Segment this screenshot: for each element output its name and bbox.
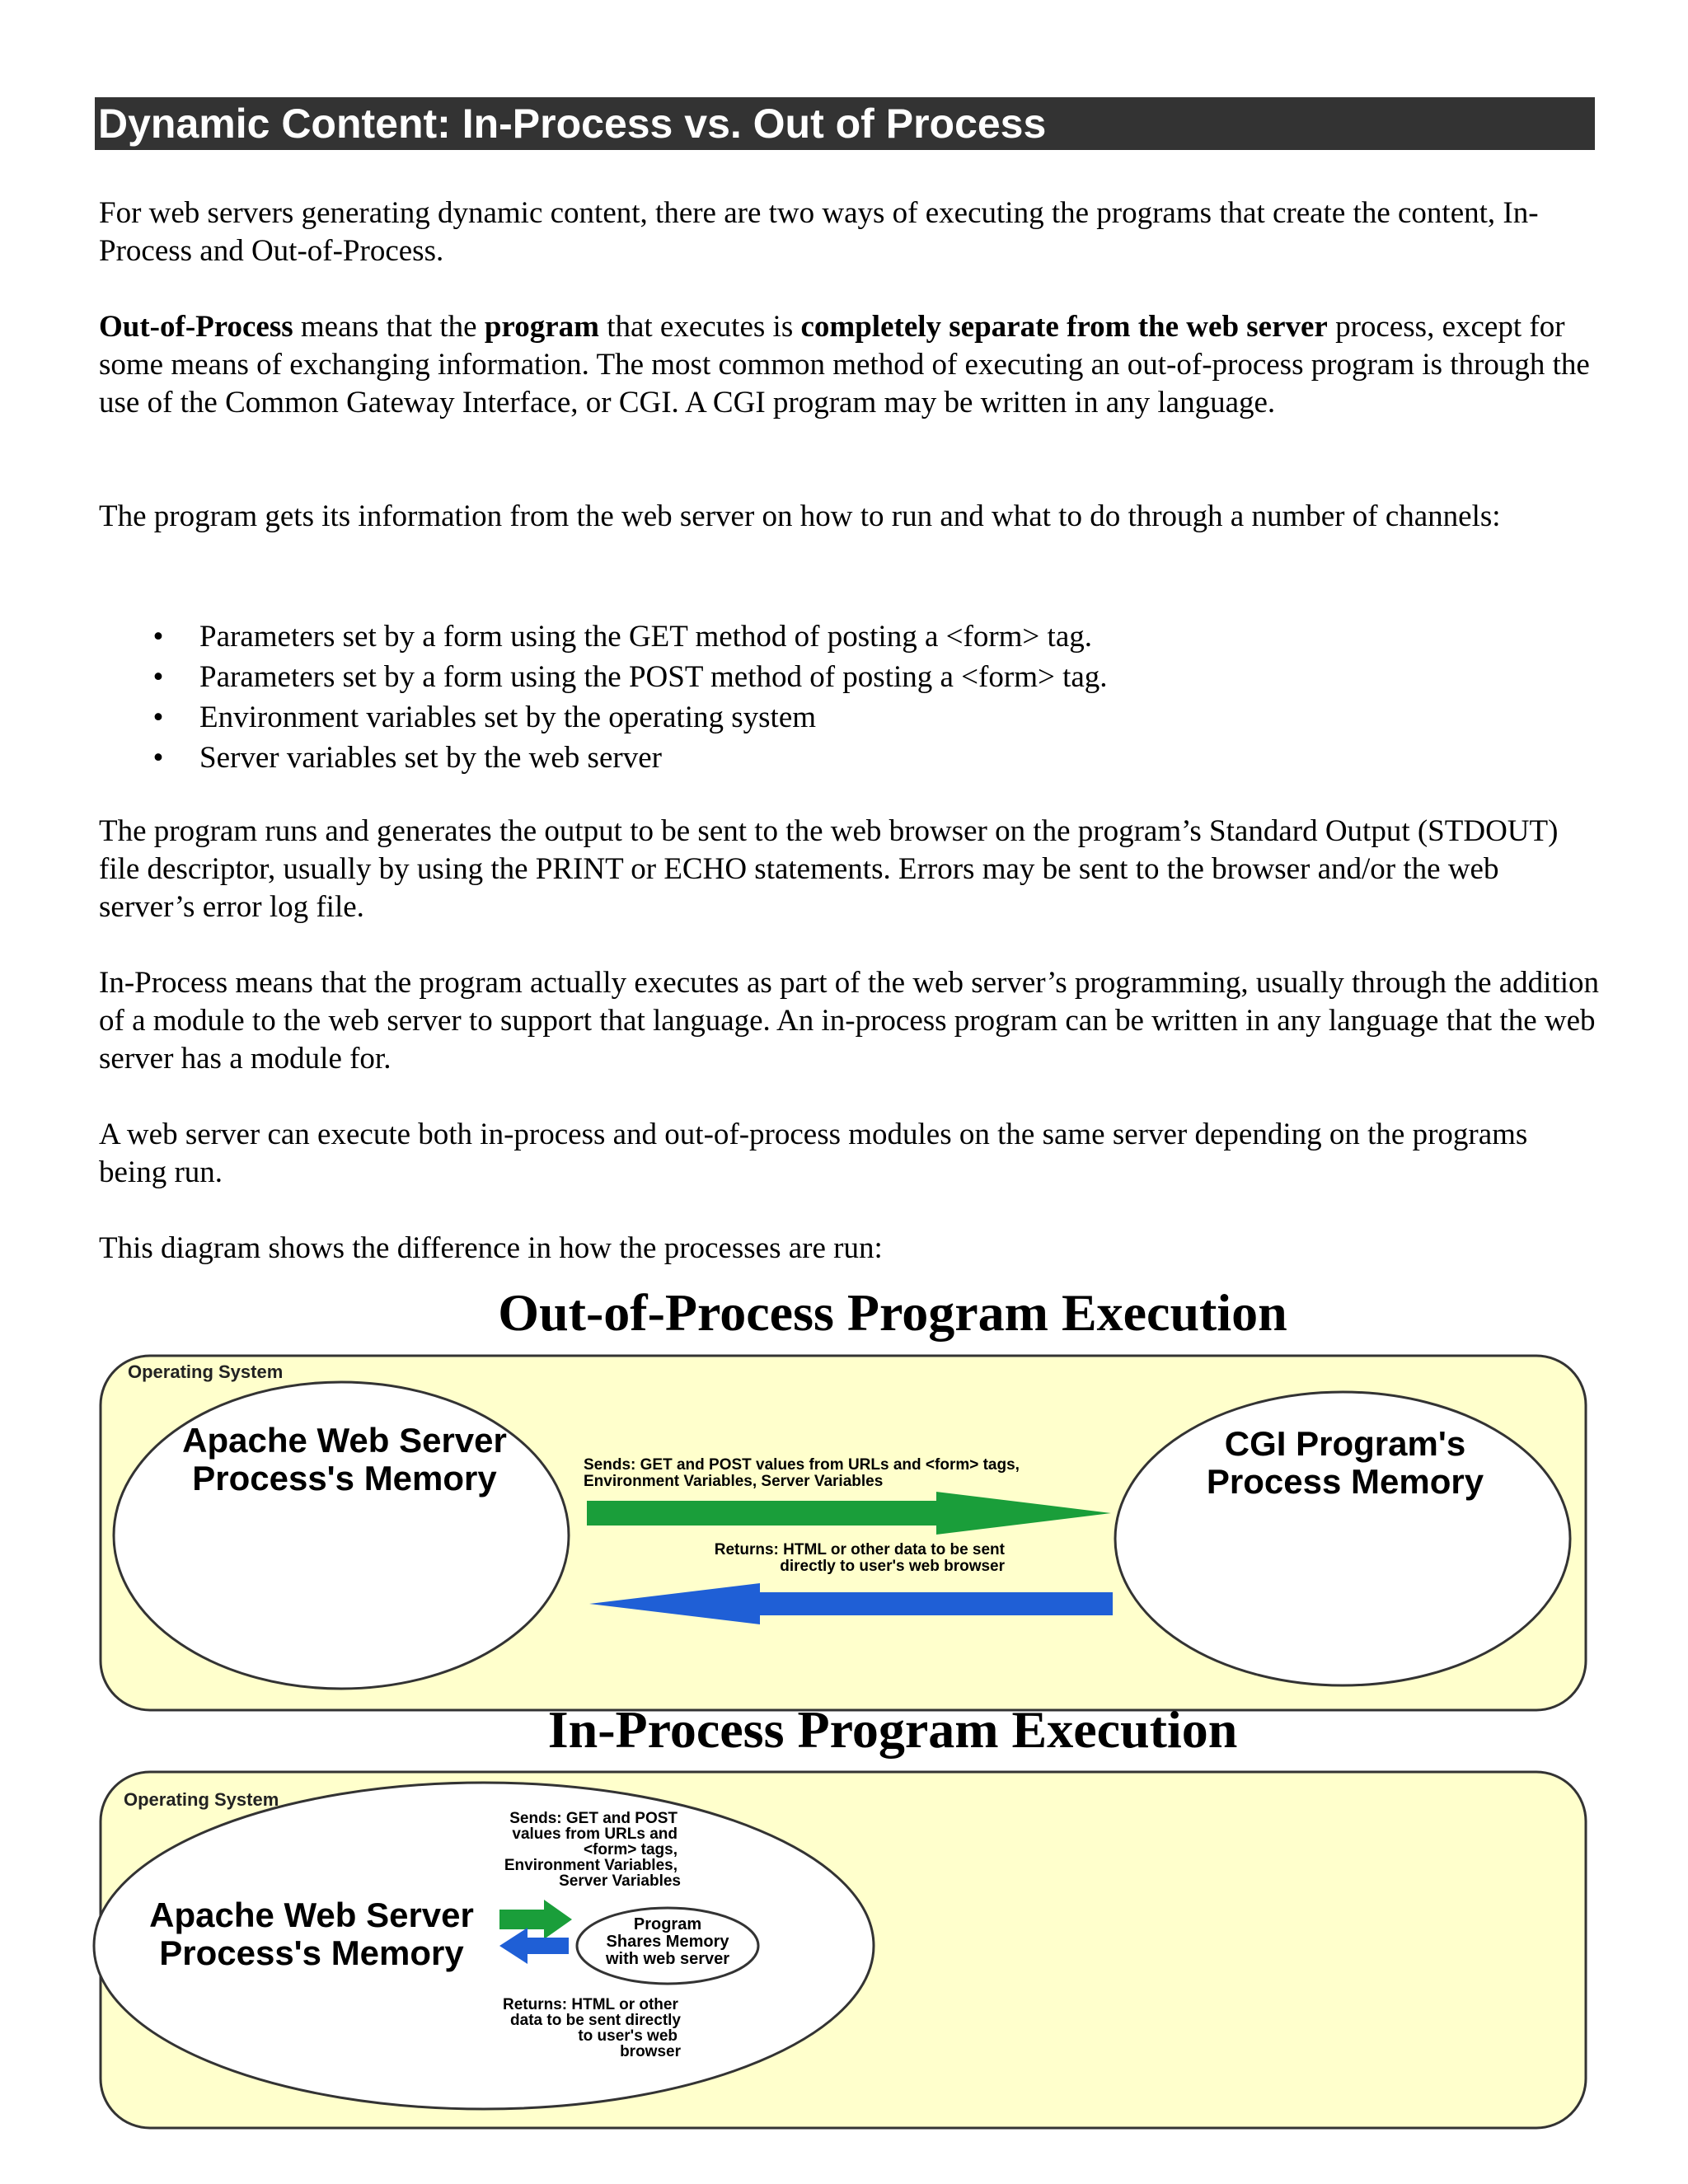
text-span: process, except for some means of exchanging information. The most common method of executing an out-of-process program is through the use of the Common Gateway Interface, or CGI. A CGI program may be written in any language. [99, 310, 1590, 419]
ip-server-label-1: Apache Web Server [149, 1896, 474, 1934]
oop-returns-label-2: directly to user's web browser [780, 1558, 1005, 1575]
list-item-text: Parameters set by a form using the POST method of posting a <form> tag. [199, 660, 1108, 694]
ip-sends-label-3: <form> tags, [583, 1841, 678, 1858]
bullet-glyph: • [152, 741, 164, 775]
oop-sends-label-1: Sends: GET and POST values from URLs and <form> tags, [584, 1456, 1020, 1474]
term-separate: completely separate from the web server [800, 310, 1328, 344]
both-paragraph: A web server can execute both in-process and out-of-process modules on the same server depending on the programs being run. [99, 1118, 1528, 1189]
oop-server-label-2: Process's Memory [192, 1459, 497, 1497]
text-span: that executes is [598, 310, 801, 344]
page-title: Dynamic Content: In-Process vs. Out of Process [95, 97, 1595, 150]
channels-paragraph: The program gets its information from the web server on how to run and what to do through a number of channels: [99, 499, 1501, 533]
list-item-text: Environment variables set by the operating system [199, 701, 817, 734]
diagram-intro-paragraph: This diagram shows the difference in how the processes are run: [99, 1231, 883, 1265]
ip-program-label-2: Shares Memory [606, 1933, 729, 1951]
text-span: means that the [293, 310, 485, 344]
list-item-text: Parameters set by a form using the GET method of posting a <form> tag. [199, 620, 1092, 654]
bullet-glyph: • [152, 620, 164, 654]
list-item [99, 738, 1582, 778]
out-of-process-paragraph [99, 308, 1599, 422]
term-program: program [484, 310, 599, 344]
oop-sends-label-2: Environment Variables, Server Variables [584, 1473, 884, 1490]
in-process-paragraph: In-Process means that the program actually executes as part of the web server’s programming, usually through the addition of a module to the web server to support that language. An in-process program can be written in any language that the web server has a module for. [99, 966, 1600, 1076]
oop-heading: Out-of-Process Program Execution [498, 1286, 1287, 1342]
list-item [99, 657, 1582, 697]
term-out-of-process: Out-of-Process [99, 310, 293, 344]
bullet-glyph: • [152, 701, 164, 734]
oop-cgi-label-1: CGI Program's [1224, 1424, 1466, 1463]
oop-cgi-label-2: Process Memory [1206, 1462, 1484, 1501]
ip-sends-label-1: Sends: GET and POST [509, 1810, 678, 1827]
ip-sends-label-5: Server Variables [559, 1872, 681, 1890]
ip-heading: In-Process Program Execution [547, 1700, 1238, 1759]
oop-os-label: Operating System [128, 1361, 284, 1382]
ip-sends-label-4: Environment Variables, [504, 1857, 678, 1874]
ip-returns-label-1: Returns: HTML or other [503, 1996, 678, 2013]
ip-server-label-2: Process's Memory [159, 1933, 464, 1972]
ip-returns-label-2: data to be sent directly [510, 2012, 681, 2029]
list-item-text: Server variables set by the web server [199, 741, 662, 775]
ip-program-label-3: with web server [605, 1950, 730, 1968]
process-diagram [0, 1286, 1688, 2159]
list-item [99, 697, 1582, 738]
ip-program-label-1: Program [633, 1915, 702, 1933]
ip-returns-label-3: to user's web [578, 2027, 678, 2045]
ip-sends-label-2: values from URLs and [512, 1825, 678, 1843]
ip-returns-label-4: browser [620, 2043, 681, 2060]
bullet-glyph: • [152, 660, 164, 694]
oop-returns-label-1: Returns: HTML or other data to be sent [714, 1541, 1005, 1558]
channel-list [99, 616, 1582, 778]
oop-server-label-1: Apache Web Server [182, 1421, 507, 1460]
intro-paragraph: For web servers generating dynamic content, there are two ways of executing the programs that create the content, In-Process and Out-of-Process. [99, 196, 1539, 268]
list-item [99, 616, 1582, 657]
ip-os-label: Operating System [124, 1789, 279, 1810]
output-paragraph: The program runs and generates the output to be sent to the web browser on the program’s Standard Output (STDOUT) file descriptor, usually by using the PRINT or ECHO statements. Errors may be sent to the browser and/or the web server’s error log file. [99, 814, 1559, 924]
